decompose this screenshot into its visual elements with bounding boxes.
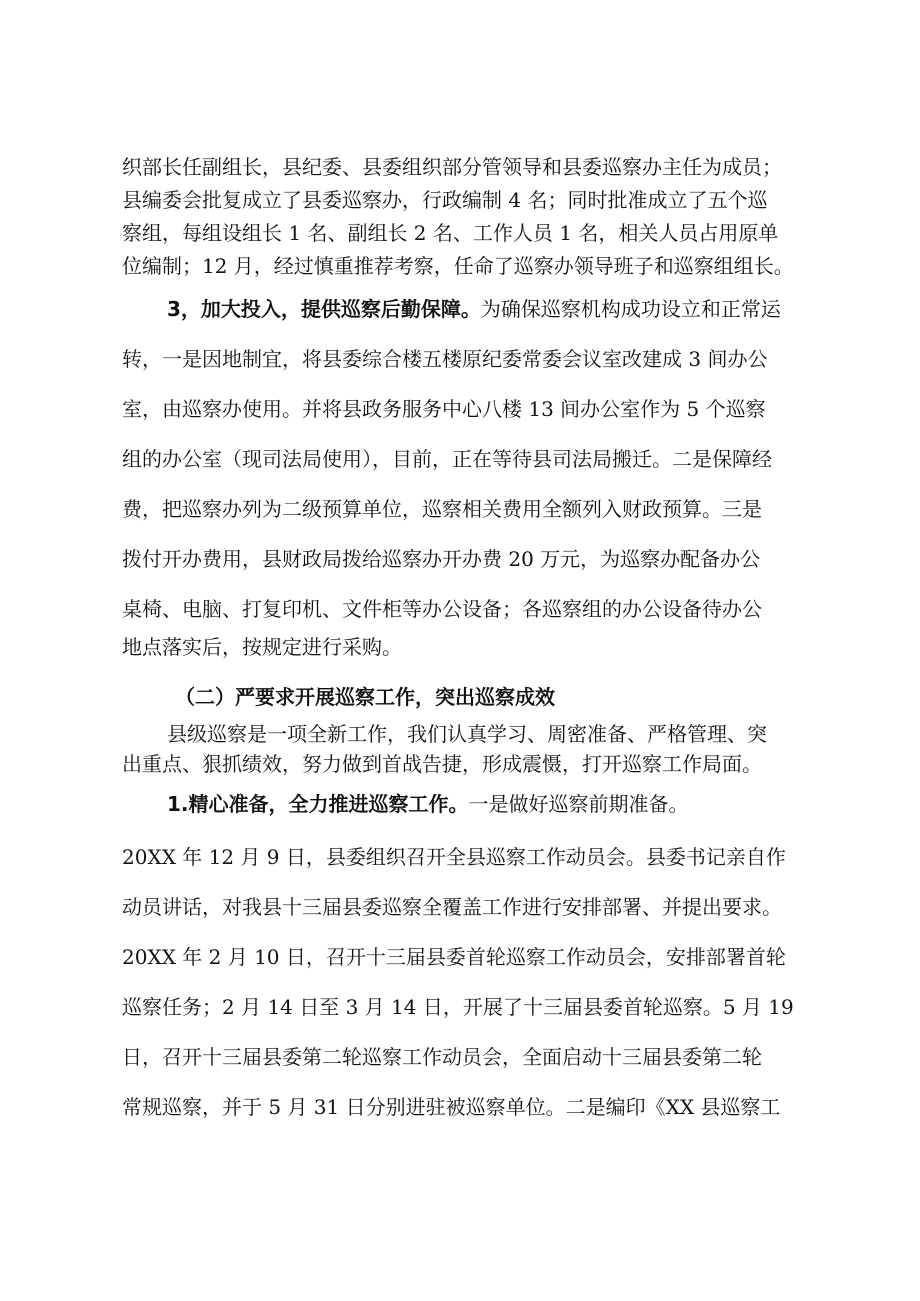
paragraph-4-line: 常规巡察，并于 5 月 31 日分别进驻被巡察单位。二是编印《XX 县巡察工 — [122, 1095, 781, 1119]
paragraph-1-line-1: 织部长任副组长，县纪委、县委组织部分管领导和县委巡察办主任为成员； — [122, 155, 782, 179]
paragraph-2-line: 费，把巡察办列为二级预算单位，巡察相关费用全额列入财政预算。三是 — [122, 497, 762, 521]
paragraph-2-line: 拨付开办费用，县财政局拨给巡察办开办费 20 万元，为巡察办配备办公 — [122, 547, 761, 571]
paragraph-4-line: 日，召开十三届县委第二轮巡察工作动员会，全面启动十三届县委第二轮 — [122, 1045, 762, 1069]
paragraph-4-line: 巡察任务；2 月 14 日至 3 月 14 日，开展了十三届县委首轮巡察。5 月 19 — [122, 995, 794, 1019]
paragraph-2-line: 桌椅、电脑、打复印机、文件柜等办公设备；各巡察组的办公设备待办公 — [122, 597, 762, 621]
paragraph-4-first-line — [167, 791, 689, 817]
paragraph-2-first-line-text: 为确保巡察机构成功设立和正常运 — [480, 297, 781, 321]
paragraph-4-line: 动员讲话，对我县十三届县委巡察全覆盖工作进行安排部署、并提出要求。 — [122, 895, 782, 919]
paragraph-4-line: 20XX 年 12 月 9 日，县委组织召开全县巡察工作动员会。县委书记亲自作 — [122, 845, 786, 869]
paragraph-2-line: 转，一是因地制宜，将县委综合楼五楼原纪委常委会议室改建成 3 间办公 — [122, 347, 768, 371]
section-heading: （二）严要求开展巡察工作，突出巡察成效 — [175, 685, 555, 709]
paragraph-1-line-4: 位编制；12 月，经过慎重推荐考察，任命了巡察办领导班子和巡察组组长。 — [122, 254, 794, 278]
paragraph-3-line-2: 出重点、狠抓绩效，努力做到首战告捷，形成震慑，打开巡察工作局面。 — [122, 752, 762, 776]
paragraph-2-line: 组的办公室（现司法局使用），目前，正在等待县司法局搬迁。二是保障经 — [122, 447, 772, 471]
paragraph-2-first-line — [167, 296, 781, 322]
paragraph-2-line: 室，由巡察办使用。并将县政务服务中心八楼 13 间办公室作为 5 个巡察 — [122, 397, 766, 421]
paragraph-4-first-line-text: 一是做好巡察前期准备。 — [468, 792, 689, 816]
paragraph-1-line-2: 县编委会批复成立了县委巡察办，行政编制 4 名；同时批准成立了五个巡 — [122, 188, 768, 212]
paragraph-2-line: 地点落实后，按规定进行采购。 — [122, 635, 402, 659]
paragraph-2-heading: 3，加大投入，提供巡察后勤保障。 — [167, 297, 481, 321]
paragraph-4-heading: 1.精心准备，全力推进巡察工作。 — [167, 792, 469, 816]
paragraph-1-line-3: 察组，每组设组长 1 名、副组长 2 名、工作人员 1 名，相关人员占用原单 — [122, 221, 779, 245]
paragraph-3-line-1: 县级巡察是一项全新工作，我们认真学习、周密准备、严格管理、突 — [167, 722, 767, 746]
paragraph-4-line: 20XX 年 2 月 10 日，召开十三届县委首轮巡察工作动员会，安排部署首轮 — [122, 945, 786, 969]
